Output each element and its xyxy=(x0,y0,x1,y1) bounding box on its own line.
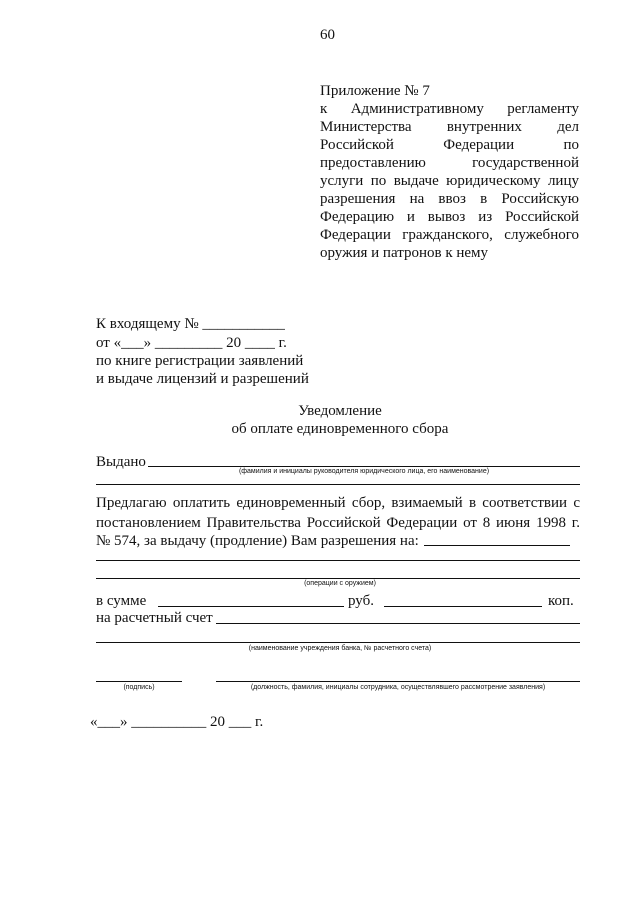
account-label: на расчетный счет xyxy=(96,610,213,626)
appendix-line: предоставлению государственной xyxy=(320,155,579,171)
incoming-book-line: по книге регистрации заявлений xyxy=(96,353,304,369)
date-suffix: г. xyxy=(255,714,264,730)
appendix-line: к Административному регламенту xyxy=(320,101,579,117)
incoming-licenses-line: и выдаче лицензий и разрешений xyxy=(96,371,309,387)
amount-rub-field xyxy=(158,606,344,607)
bank-field-line xyxy=(96,642,580,643)
date-day: «___» xyxy=(90,714,128,730)
issued-field-line xyxy=(148,466,580,467)
issued-caption: (фамилия и инициалы руководителя юридического лица, его наименование) xyxy=(238,468,490,475)
issued-label: Выдано xyxy=(96,454,146,470)
account-field-line xyxy=(216,623,580,624)
appendix-line: услуги по выдаче юридическому лицу xyxy=(320,173,579,189)
bank-caption: (наименование учреждения банка, № расчетного счета) xyxy=(248,645,432,652)
operations-line-1 xyxy=(96,560,580,561)
operations-line-2 xyxy=(96,578,580,579)
amount-label: в сумме xyxy=(96,593,147,609)
signature-caption: (подпись) xyxy=(123,684,155,691)
proposal-line-1: Предлагаю оплатить единовременный сбор, взимаемый в соответствии с xyxy=(96,495,580,511)
date-month: __________ xyxy=(131,714,207,730)
issued-second-line xyxy=(96,484,580,485)
appendix-line: Министерства внутренних дел xyxy=(320,119,579,135)
appendix-line: Федерации гражданского, служебного xyxy=(320,227,579,243)
operations-caption: (операции с оружием) xyxy=(304,580,376,587)
appendix-line: разрешения на ввоз в Российскую xyxy=(320,191,579,207)
date-year-blank: ___ xyxy=(228,714,252,730)
official-line xyxy=(216,681,580,682)
permit-type-line xyxy=(424,545,570,546)
appendix-line: Федерацию и вывоз из Российской xyxy=(320,209,579,225)
notice-subtitle: об оплате единовременного сбора xyxy=(231,421,449,437)
notice-title: Уведомление xyxy=(298,403,382,419)
appendix-title: Приложение № 7 xyxy=(320,83,430,99)
amount-kop-field xyxy=(384,606,542,607)
amount-kop-label: коп. xyxy=(548,593,574,609)
appendix-line: Российской Федерации по xyxy=(320,137,579,153)
incoming-number-line: К входящему № ___________ xyxy=(96,316,285,332)
appendix-line: оружия и патронов к нему xyxy=(320,245,489,261)
proposal-line-2: постановлением Правительства Российской Федерации от 8 июня 1998 г. xyxy=(96,515,580,531)
proposal-line-3: № 574, за выдачу (продление) Вам разрешения на: xyxy=(96,533,419,549)
amount-rub-label: руб. xyxy=(348,593,374,609)
date-year-prefix: 20 xyxy=(210,714,225,730)
incoming-date-line: от «___» _________ 20 ____ г. xyxy=(96,335,287,351)
signature-line xyxy=(96,681,182,682)
official-caption: (должность, фамилия, инициалы сотрудника, осуществлявшего рассмотрение заявления) xyxy=(250,684,546,691)
date-line xyxy=(90,713,263,731)
page-number: 60 xyxy=(320,27,335,43)
